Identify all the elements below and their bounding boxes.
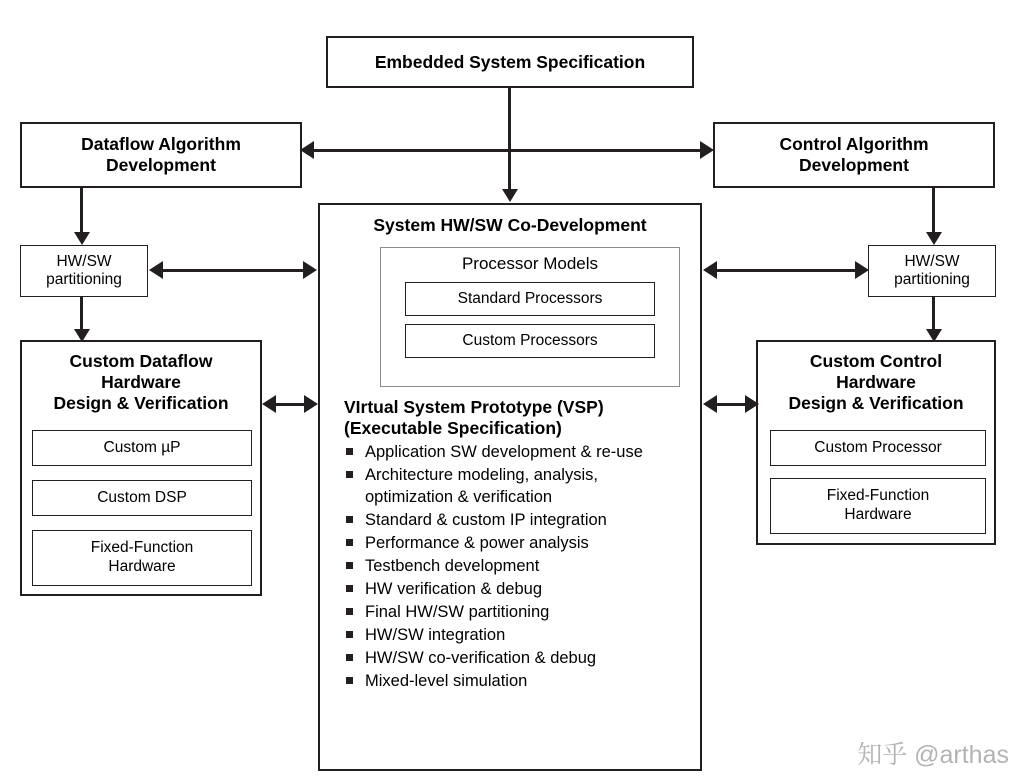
custom-control-heading-line2: Hardware [836, 372, 916, 392]
processor-models-group [380, 247, 680, 387]
vsp-item-label: HW/SW integration [365, 625, 506, 644]
right-fixed-function-label-line2: Hardware [844, 506, 912, 523]
processor-models-title: Processor Models [461, 254, 599, 273]
spec-to-codev-vline [508, 149, 511, 189]
list-item [344, 465, 690, 509]
custom-dataflow-hardware-box [20, 340, 262, 596]
left-fixed-function-label-line2: Hardware [108, 558, 176, 575]
arrow-right-partitioning-out [703, 261, 717, 279]
custom-dataflow-heading-line2: Hardware [101, 372, 181, 392]
vsp-title-line1: VIrtual System Prototype (VSP) [344, 397, 604, 417]
control-algorithm-development-box [713, 122, 995, 188]
left-fixed-function-label-line1: Fixed-Function [90, 539, 194, 557]
arrow-left-partitioning-out [303, 261, 317, 279]
embedded-system-specification-label: Embedded System Specification [374, 51, 646, 72]
custom-control-heading-line3: Design & Verification [788, 393, 964, 413]
virtual-system-prototype-section [344, 397, 690, 694]
right-hw-sw-partitioning-box [868, 245, 996, 297]
square-bullet-icon [346, 539, 353, 546]
left-partitioning-label-line1: HW/SW [56, 252, 112, 270]
custom-control-heading-line1: Custom Control [809, 351, 943, 371]
vsp-item-label: HW/SW co-verification & debug [365, 648, 597, 667]
vsp-item-label: Standard & custom IP integration [365, 511, 607, 530]
vsp-item-label: Architecture modeling, analysis, optimization & verification [365, 466, 598, 507]
vsp-item-label: HW verification & debug [365, 579, 542, 598]
custom-processors-label: Custom Processors [462, 332, 598, 349]
spec-to-hub-vline [508, 88, 511, 150]
custom-processors-box [405, 324, 655, 358]
list-item [344, 579, 690, 601]
right-fixed-function-hardware-box [770, 478, 986, 534]
vsp-title [344, 397, 690, 438]
system-hw-sw-codevelopment-box [318, 203, 702, 771]
standard-processors-box [405, 282, 655, 316]
list-item [344, 510, 690, 532]
arrow-left-custom-out [304, 395, 318, 413]
square-bullet-icon [346, 608, 353, 615]
left-custom-center-hline [275, 403, 305, 406]
vsp-item-label: Performance & power analysis [365, 534, 589, 553]
arrow-to-left-partitioning [74, 232, 90, 245]
list-item [344, 533, 690, 555]
list-item [344, 602, 690, 624]
custom-dsp-label: Custom DSP [97, 488, 187, 506]
left-fixed-function-hardware-box [32, 530, 252, 586]
custom-processor-box [770, 430, 986, 466]
custom-up-label: Custom µP [103, 438, 181, 456]
right-fixed-function-label-line1: Fixed-Function [826, 487, 930, 505]
left-partitioning-to-custom-vline [80, 297, 83, 329]
right-partitioning-to-custom-vline [932, 297, 935, 329]
arrow-to-right-partitioning [926, 232, 942, 245]
dataflow-algorithm-development-label-line2: Development [106, 155, 216, 175]
vsp-item-label: Mixed-level simulation [365, 671, 528, 690]
list-item [344, 648, 690, 670]
arrow-left-partitioning-in [149, 261, 163, 279]
left-hw-sw-partitioning-box [20, 245, 148, 297]
right-partitioning-label-line1: HW/SW [904, 252, 960, 270]
control-algorithm-development-label-line1: Control Algorithm [779, 134, 929, 155]
square-bullet-icon [346, 631, 353, 638]
vsp-capability-list [344, 442, 690, 692]
vsp-item-label: Testbench development [365, 556, 540, 575]
dataflow-algorithm-development-box [20, 122, 302, 188]
watermark-label: 知乎 @arthas [857, 741, 1009, 769]
custom-dataflow-hardware-heading [22, 351, 260, 414]
list-item [344, 671, 690, 693]
dataflow-algorithm-development-label-line1: Dataflow Algorithm [81, 134, 241, 155]
left-partitioning-label-line2: partitioning [46, 271, 122, 288]
custom-dataflow-heading-line1: Custom Dataflow [69, 351, 213, 371]
custom-control-hardware-box [756, 340, 996, 545]
arrow-to-control-algorithm [700, 141, 714, 159]
vsp-item-label: Application SW development & re-use [365, 443, 643, 462]
custom-dsp-box [32, 480, 252, 516]
custom-processor-label: Custom Processor [814, 438, 942, 456]
arrow-right-custom-in [745, 395, 759, 413]
square-bullet-icon [346, 471, 353, 478]
arrow-left-custom-in [262, 395, 276, 413]
square-bullet-icon [346, 585, 353, 592]
arrow-to-dataflow-algorithm [300, 141, 314, 159]
embedded-system-specification-box [326, 36, 694, 88]
square-bullet-icon [346, 654, 353, 661]
control-to-partitioning-vline [932, 188, 935, 232]
arrow-right-partitioning-in [855, 261, 869, 279]
custom-up-box [32, 430, 252, 466]
algorithm-connector-hline [313, 149, 711, 152]
custom-control-hardware-heading [758, 351, 994, 414]
right-custom-center-hline [716, 403, 746, 406]
dataflow-to-partitioning-vline [80, 188, 83, 232]
codevelopment-title: System HW/SW Co-Development [373, 215, 647, 235]
control-algorithm-development-label-line2: Development [799, 155, 909, 175]
square-bullet-icon [346, 448, 353, 455]
vsp-item-label: Final HW/SW partitioning [365, 602, 550, 621]
square-bullet-icon [346, 677, 353, 684]
standard-processors-label: Standard Processors [457, 290, 603, 307]
arrow-right-custom-out [703, 395, 717, 413]
list-item [344, 442, 690, 464]
square-bullet-icon [346, 516, 353, 523]
right-partitioning-center-hline [716, 269, 856, 272]
list-item [344, 556, 690, 578]
custom-dataflow-heading-line3: Design & Verification [53, 393, 229, 413]
list-item [344, 625, 690, 647]
left-partitioning-center-hline [162, 269, 304, 272]
square-bullet-icon [346, 562, 353, 569]
vsp-title-line2: (Executable Specification) [344, 417, 562, 438]
arrow-to-codevelopment [502, 189, 518, 202]
right-partitioning-label-line2: partitioning [894, 271, 970, 288]
